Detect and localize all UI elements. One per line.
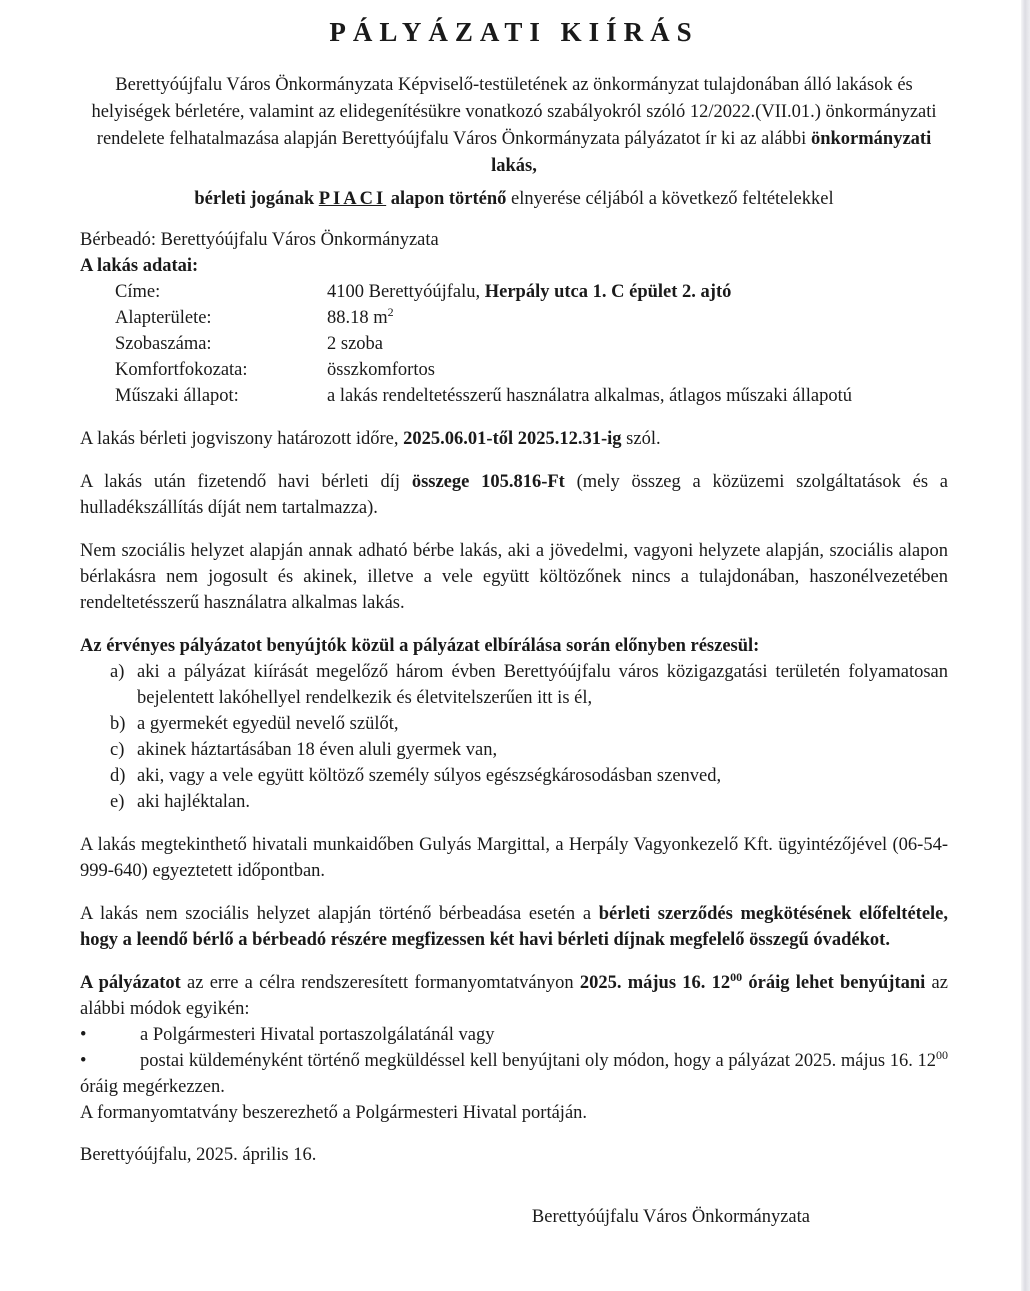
priority-item-d <box>80 763 948 789</box>
document-title: PÁLYÁZATI KIÍRÁS <box>329 17 699 47</box>
intro-bold-text: önkormányzati lakás, <box>491 129 932 176</box>
priority-marker-b: b) <box>110 714 126 734</box>
priority-text-b: a gyermekét egyedül nevelő szülőt, <box>137 714 399 734</box>
priority-text-c: akinek háztartásában 18 éven aluli gyermek van, <box>137 740 498 760</box>
non-social-paragraph: Nem szociális helyzet alapján annak adható bérbe lakás, aki a jövedelmi, vagyoni helyzete alapján, szociális alapon bérlakásra nem jogosult és akinek, illetve a vele együtt költözőnek nincs a tulajdonában, haszonélvezetében rendeltetésszerű használatra alkalmas lakás. <box>80 541 948 613</box>
detail-row-rooms <box>80 331 948 357</box>
rent-paragraph <box>80 469 948 521</box>
submission-rest: az alábbi módok egyikén: <box>80 973 948 1019</box>
detail-value-area <box>327 305 948 331</box>
detail-row-condition <box>80 383 948 409</box>
signature-line: Berettyóújfalu Város Önkormányzata <box>531 1207 810 1227</box>
details-heading: A lakás adatai: <box>80 256 199 276</box>
deposit-paragraph <box>80 901 948 953</box>
dateline: Berettyóújfalu, 2025. április 16. <box>80 1145 317 1165</box>
priority-text-a: aki a pályázat kiírását megelőző három évben Berettyóújfalu város közigazgatási területén folyamatosan bejelentett lakóhellyel rendelkezik és életvitelszerűen itt is él, <box>137 662 948 708</box>
address-street-bold: Herpály utca 1. C épület 2. ajtó <box>484 282 732 302</box>
submission-paragraph <box>80 970 948 1022</box>
priority-section <box>80 633 948 815</box>
submission-option-2: postai küldeményként történő megküldéssel kell benyújtani oly módon, hogy a pályázat 2025. május 16. 12 <box>140 1051 936 1071</box>
priority-marker-c: c) <box>110 740 125 760</box>
address-city: 4100 Berettyóújfalu, <box>327 282 485 302</box>
piaci-emphasis: PIACI <box>318 189 387 209</box>
detail-label-rooms: Szobaszáma: <box>115 334 212 354</box>
detail-row-comfort <box>80 357 948 383</box>
detail-value-condition: a lakás rendeltetésszerű használatra alkalmas, átlagos műszaki állapotú <box>327 386 852 406</box>
lessor-line: Bérbeadó: Berettyóújfalu Város Önkormányzata <box>80 230 439 250</box>
intro2-bold-lead: bérleti jogának <box>194 189 319 209</box>
detail-value-comfort: összkomfortos <box>327 360 435 380</box>
rent-post: (mely összeg a közüzemi szolgáltatások és a hulladékszállítás díját nem tartalmazza). <box>80 472 948 518</box>
detail-value-rooms: 2 szoba <box>327 334 383 354</box>
priority-text-e: aki hajléktalan. <box>137 792 251 812</box>
detail-row-address <box>80 279 948 305</box>
submission-bold-lead: A pályázatot <box>80 973 181 993</box>
submission-option-1: a Polgármesteri Hivatal portaszolgálatánál vagy <box>140 1025 495 1045</box>
intro2-bold-tail: alapon történő <box>386 189 507 209</box>
priority-item-a <box>80 659 948 711</box>
intro-text: Berettyóújfalu Város Önkormányzata Képviselő-testületének az önkormányzat tulajdonában álló lakások és helyiségek bérletére, valamint az elidegenítésükre vonatkozó szabályokról szóló 12/2022.(VII.01.) önkormányzati rendelete felhatalmazása alapján Berettyóújfalu Város Önkormányzata pályázatot ír ki az alábbi <box>91 75 937 149</box>
submission-option-2-tail: óráig megérkezzen. <box>80 1077 225 1097</box>
priority-marker-a: a) <box>110 662 125 682</box>
term-paragraph <box>80 426 948 452</box>
rent-amount-bold: összege 105.816-Ft <box>411 472 565 492</box>
intro-paragraph <box>80 72 948 180</box>
submission-bullet-2 <box>80 1048 948 1100</box>
priority-text-d: aki, vagy a vele együtt költöző személy súlyos egészségkárosodásban szenved, <box>137 766 722 786</box>
intro-paragraph-2 <box>80 185 948 213</box>
term-post: szól. <box>621 429 661 449</box>
detail-label-address: Címe: <box>115 282 161 302</box>
area-sup: 2 <box>387 304 394 319</box>
viewing-paragraph: A lakás megtekinthető hivatali munkaidőben Gulyás Margittal, a Herpály Vagyonkezelő Kft. ügyintézőjével (06-54-999-640) egyeztetett időpontban. <box>80 835 948 881</box>
detail-label-area: Alapterülete: <box>115 308 212 328</box>
submission-option-2-sup: 00 <box>936 1047 948 1062</box>
priority-item-b <box>80 711 948 737</box>
detail-value-address <box>327 279 948 305</box>
submission-mid: az erre a célra rendszeresített formanyomtatványon <box>180 973 580 993</box>
submission-deadline-bold: 2025. május 16. 12 <box>579 973 731 993</box>
deposit-pre: A lakás nem szociális helyzet alapján történő bérbeadása esetén a <box>80 904 599 924</box>
detail-label-comfort: Komfortfokozata: <box>115 360 248 380</box>
submission-bullet-1 <box>80 1022 948 1048</box>
deposit-bold: bérleti szerződés megkötésének előfeltétele, hogy a leendő bérlő a bérbeadó részére megfizessen két havi bérleti díjnak megfelelő összegű óvadékot. <box>80 904 949 950</box>
detail-label-condition: Műszaki állapot: <box>115 386 239 406</box>
priority-heading: Az érvényes pályázatot benyújtók közül a pályázat elbírálása során előnyben részesül: <box>80 636 760 656</box>
intro2-plain-tail: elnyerése céljából a következő feltételekkel <box>506 189 834 209</box>
priority-marker-e: e) <box>110 792 125 812</box>
rent-pre: A lakás után fizetendő havi bérleti díj <box>80 472 412 492</box>
form-note: A formanyomtatvány beszerezhető a Polgármesteri Hivatal portáján. <box>80 1103 588 1123</box>
bullet-icon: • <box>80 1051 87 1071</box>
submission-bold-tail: óráig lehet benyújtani <box>742 973 926 993</box>
term-dates-bold: 2025.06.01-től 2025.12.31-ig <box>403 429 622 449</box>
bullet-icon: • <box>80 1025 87 1045</box>
term-pre: A lakás bérleti jogviszony határozott időre, <box>80 429 404 449</box>
priority-marker-d: d) <box>110 766 126 786</box>
scan-edge-artifact <box>1021 0 1030 1291</box>
area-value: 88.18 m <box>327 308 388 328</box>
detail-row-area <box>80 305 948 331</box>
submission-deadline-sup: 00 <box>730 969 743 984</box>
priority-item-e <box>80 789 948 815</box>
priority-item-c <box>80 737 948 763</box>
